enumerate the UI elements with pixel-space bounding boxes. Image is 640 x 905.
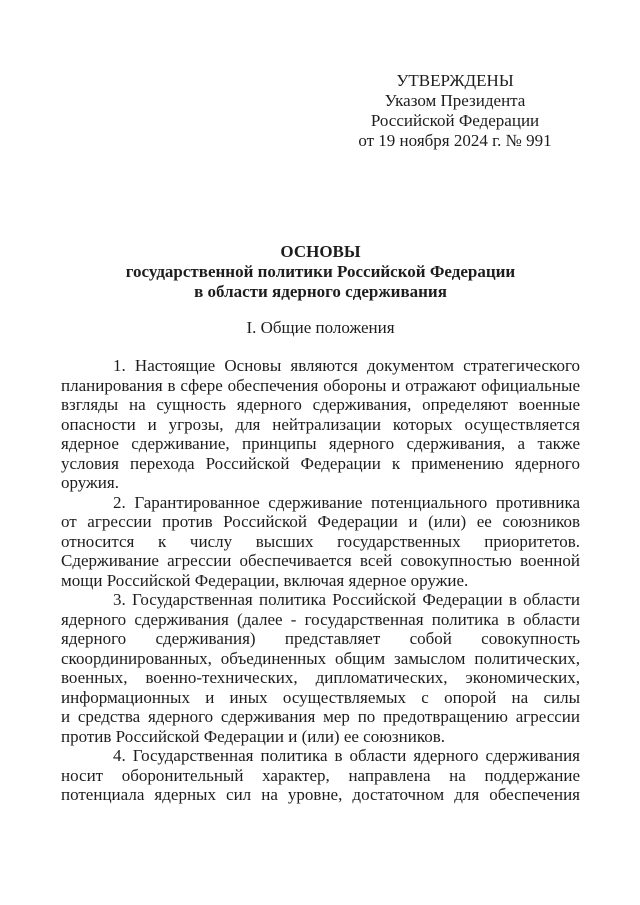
title-line: в области ядерного сдерживания xyxy=(194,282,447,301)
paragraph-line: опасности и угрозы, для нейтрализации которых осуществляется xyxy=(61,414,580,434)
paragraph-1 xyxy=(61,356,580,493)
paragraph-line: относится к числу высших государственных приоритетов. xyxy=(61,531,580,551)
paragraph-line: от агрессии против Российской Федерации и (или) ее союзников xyxy=(61,512,580,531)
document-body xyxy=(61,356,580,805)
title-line: государственной политики Российской Федерации xyxy=(125,262,516,281)
paragraph-line: 1. Настоящие Основы являются документом стратегического xyxy=(113,356,580,375)
paragraph-line: ядерного сдерживания) представляет собой совокупность xyxy=(61,629,580,648)
paragraph-line: против Российской Федерации и (или) ее союзников. xyxy=(61,726,446,746)
paragraph-line: 2. Гарантированное сдерживание потенциального противника xyxy=(113,492,580,512)
approval-block xyxy=(355,71,555,151)
paragraph-line: планирования в сфере обеспечения обороны и отражают официальные xyxy=(61,375,580,395)
paragraph-3 xyxy=(61,590,580,746)
paragraph-line: ядерного сдерживания (далее - государственная политика в области xyxy=(61,609,580,629)
paragraph-line: носит оборонительный характер, направлена на поддержание xyxy=(61,765,580,785)
paragraph-line: и средства ядерного сдерживания мер по предотвращению агрессии xyxy=(61,707,580,726)
paragraph-line: 3. Государственная политика Российской Федерации в области xyxy=(113,590,580,609)
paragraph-line: ядерное сдерживание, принципы ядерного сдерживания, а также xyxy=(61,434,580,453)
paragraph-4 xyxy=(61,746,580,805)
paragraph-line: взгляды на сущность ядерного сдерживания, определяют военные xyxy=(61,395,580,414)
paragraph-line: потенциала ядерных сил на уровне, достаточном для обеспечения xyxy=(61,785,580,804)
paragraph-line: скоординированных, объединенных общим замыслом политических, xyxy=(61,648,580,668)
paragraph-line: Сдерживание агрессии обеспечивается всей совокупностью военной xyxy=(61,551,580,570)
approval-line: Российской Федерации xyxy=(370,111,540,130)
paragraph-line: условия перехода Российской Федерации к применению ядерного xyxy=(61,453,580,473)
title-line: ОСНОВЫ xyxy=(280,242,361,261)
approval-line: от 19 ноября 2024 г. № 991 xyxy=(358,131,552,150)
paragraph-line: 4. Государственная политика в области ядерного сдерживания xyxy=(113,746,580,765)
document-title xyxy=(61,242,580,302)
approval-line: УТВЕРЖДЕНЫ xyxy=(396,71,514,90)
paragraph-line: военных, военно-технических, дипломатических, экономических, xyxy=(61,668,580,687)
paragraph-line: мощи Российской Федерации, включая ядерное оружие. xyxy=(61,570,469,590)
paragraph-line: информационных и иных осуществляемых с опорой на силы xyxy=(61,687,580,707)
approval-line: Указом Президента xyxy=(384,91,526,110)
section-heading: I. Общие положения xyxy=(246,318,395,337)
paragraph-2 xyxy=(61,493,580,591)
paragraph-line: оружия. xyxy=(61,473,119,492)
